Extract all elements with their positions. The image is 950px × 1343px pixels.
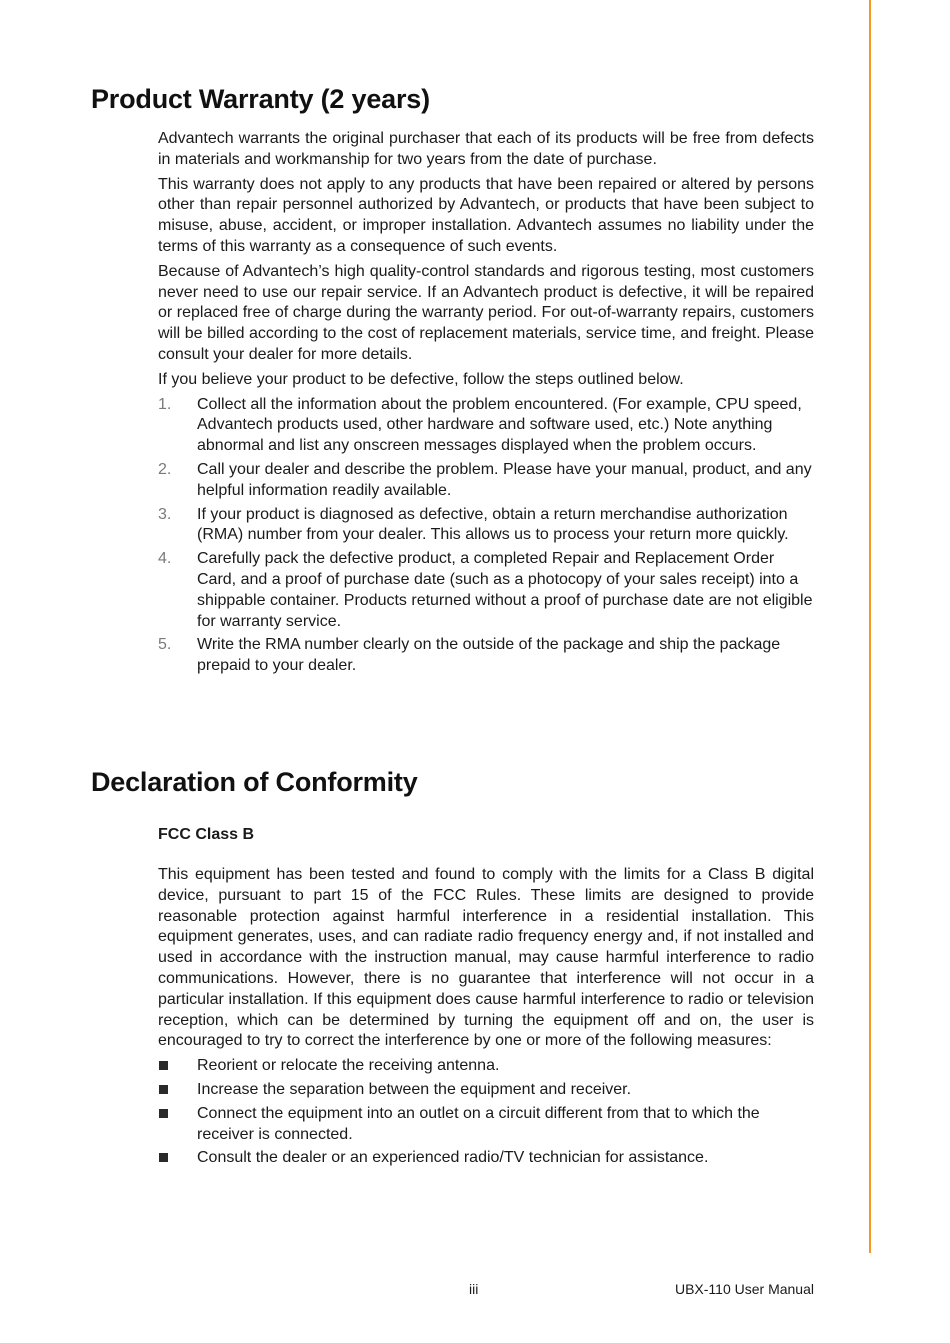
step-number: 4. (158, 550, 172, 568)
step-text: Collect all the information about the problem encountered. (For example, CPU speed, Advantech products used, other hardware and software used, etc.) Note anything abnormal and list any onscreen messages displayed when the problem occurs. (197, 395, 802, 455)
warranty-paragraph: Because of Advantech’s high quality-control standards and rigorous testing, most customers never need to use our repair service. If an Advantech product is defective, it will be repaired or replaced free of charge during the warranty period. For out-of-warranty repairs, customers will be billed according to the cost of replacement materials, service time, and freight. Please consult your dealer for more details. (158, 262, 814, 363)
step-number: 2. (158, 460, 172, 478)
warranty-paragraph: This warranty does not apply to any products that have been repaired or altered by persons other than repair personnel authorized by Advantech, or products that have been subject to misuse, abuse, accident, or improper installation. Advantech assumes no liability under the terms of this warranty as a consequence of such events. (158, 175, 814, 255)
list-item (158, 505, 814, 547)
list-item (158, 549, 814, 632)
step-text: Write the RMA number clearly on the outside of the package and ship the package prepaid to your dealer. (197, 636, 781, 675)
step-number: 1. (158, 395, 172, 413)
square-bullet-icon (159, 1153, 168, 1162)
warranty-body (158, 129, 814, 680)
conformity-paragraph: This equipment has been tested and found to comply with the limits for a Class B digital device, pursuant to part 15 of the FCC Rules. These limits are designed to provide reasonable protection against harmful interference in a residential installation. This equipment generates, uses, and can radiate radio frequency energy and, if not installed and used in accordance with the instruction manual, may cause harmful interference to radio communications. However, there is no guarantee that interference will not occur in a particular installation. If this equipment does cause harmful interference to radio or television reception, which can be determined by turning the equipment off and on, the user is encouraged to try to correct the interference by one or more of the following measures: (158, 866, 814, 1050)
list-item (158, 635, 814, 677)
measure-text: Reorient or relocate the receiving antenna. (197, 1057, 500, 1075)
manual-name: UBX-110 User Manual (674, 1281, 814, 1297)
step-text: Call your dealer and describe the problem. Please have your manual, product, and any helpful information readily available. (197, 460, 812, 499)
measure-text: Increase the separation between the equipment and receiver. (197, 1080, 632, 1098)
square-bullet-icon (159, 1061, 168, 1070)
step-text: If your product is diagnosed as defective, obtain a return merchandise authorization (RMA) number from your dealer. This allows us to process your return more quickly. (197, 505, 789, 544)
conformity-body (158, 865, 814, 1172)
orange-margin-rule (869, 0, 871, 1253)
measure-text: Consult the dealer or an experienced radio/TV technician for assistance. (197, 1149, 709, 1167)
list-item (158, 395, 814, 457)
square-bullet-icon (159, 1109, 168, 1118)
list-item (158, 1056, 814, 1077)
conformity-heading: Declaration of Conformity (91, 767, 418, 797)
list-item (158, 1080, 814, 1101)
step-text: Carefully pack the defective product, a completed Repair and Replacement Order Card, and a proof of purchase date (such as a photocopy of your sales receipt) into a shippable container. Products returned without a proof of purchase date are not eligible for warranty service. (197, 550, 813, 630)
list-item (158, 1148, 814, 1169)
list-item (158, 460, 814, 502)
warranty-paragraph: Advantech warrants the original purchaser that each of its products will be free from defects in materials and workmanship for two years from the date of purchase. (158, 130, 814, 168)
step-number: 3. (158, 505, 172, 523)
square-bullet-icon (159, 1085, 168, 1094)
list-item (158, 1104, 814, 1146)
fcc-class-subheading: FCC Class B (158, 826, 255, 843)
measure-text: Connect the equipment into an outlet on a circuit different from that to which the receiver is connected. (197, 1104, 760, 1143)
measures-list (158, 1056, 814, 1169)
warranty-heading: Product Warranty (2 years) (91, 84, 430, 114)
step-number: 5. (158, 636, 172, 654)
warranty-steps-list (158, 395, 814, 677)
page-number: iii (469, 1281, 479, 1297)
warranty-paragraph: If you believe your product to be defective, follow the steps outlined below. (158, 370, 684, 388)
